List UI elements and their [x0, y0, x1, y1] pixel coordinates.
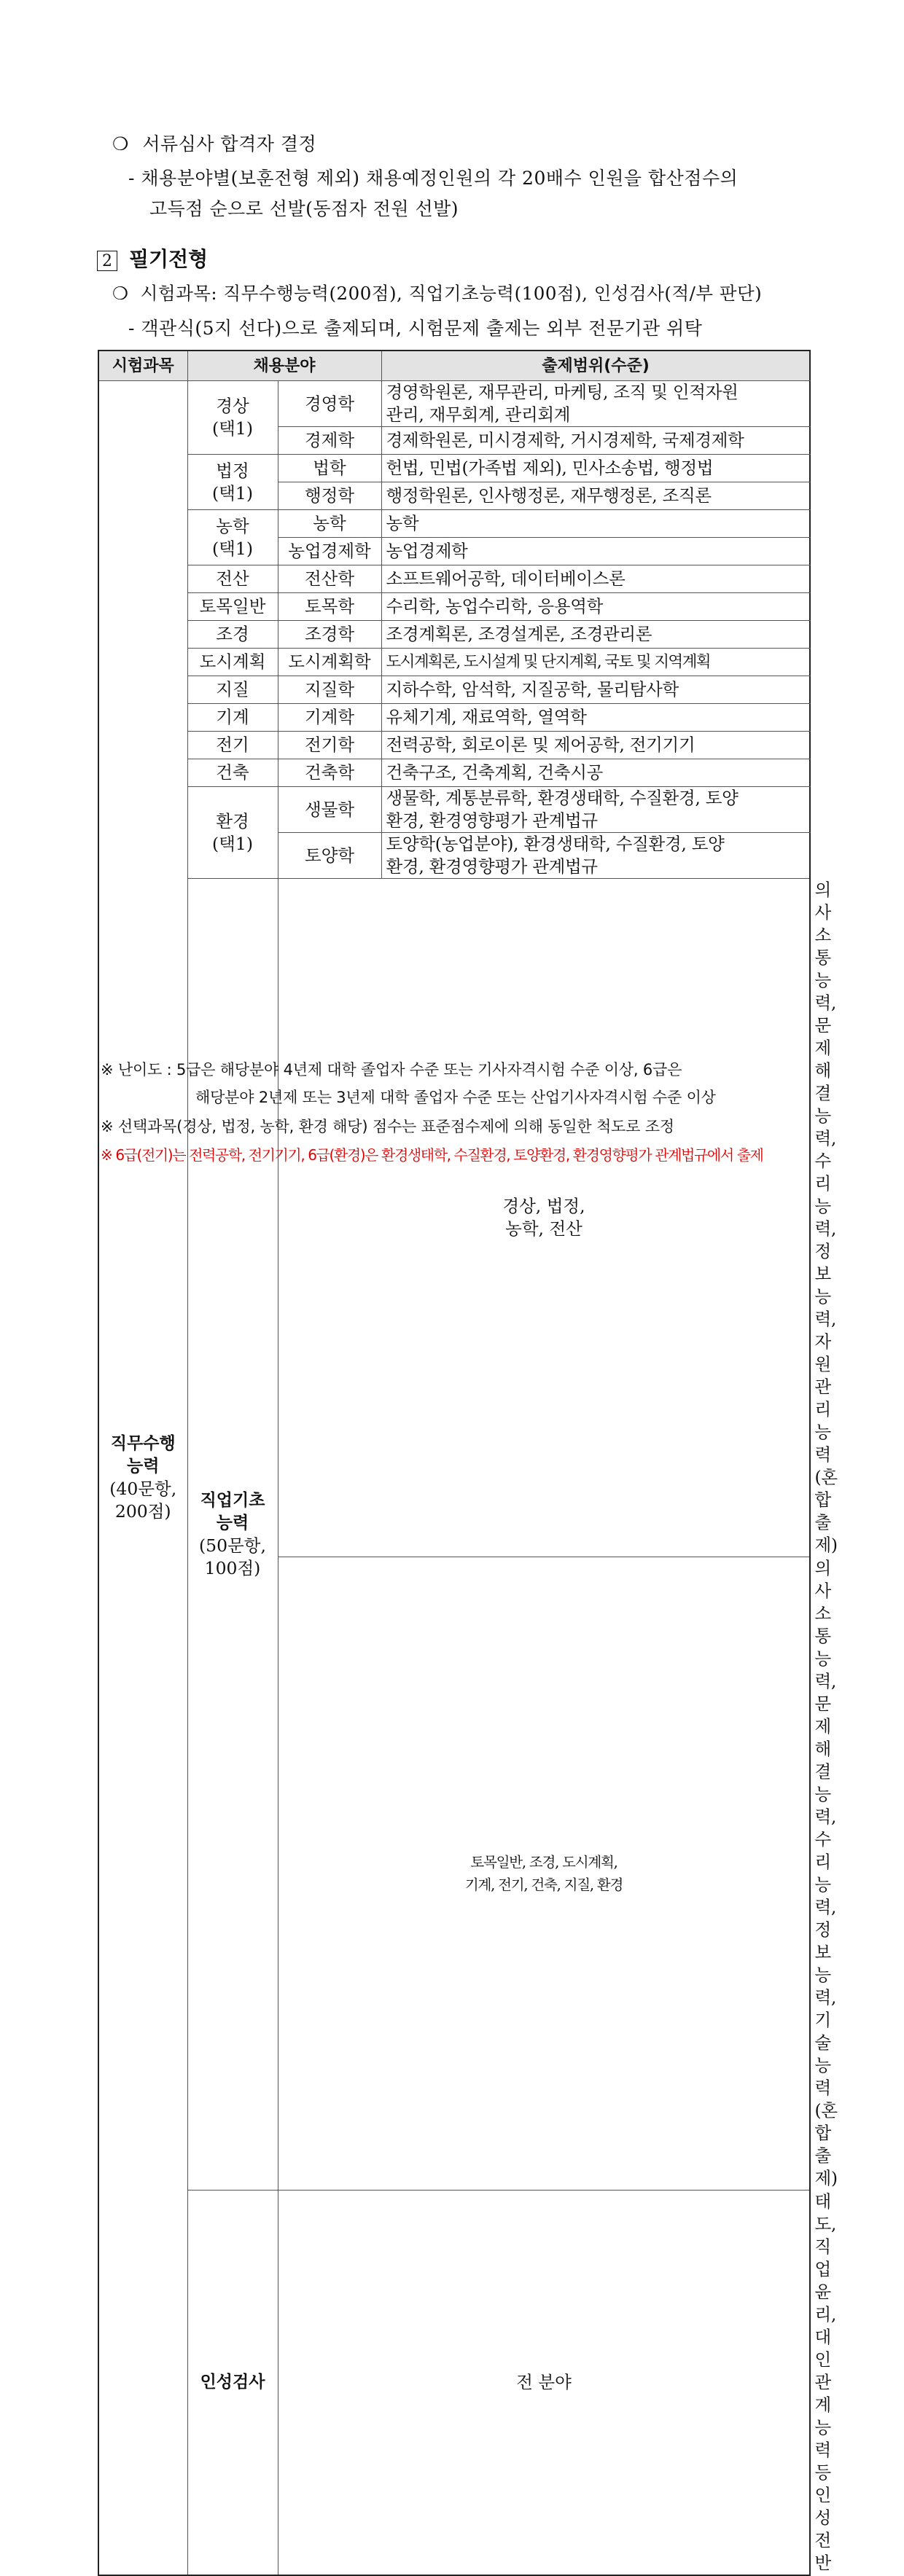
- table-row: [98, 565, 810, 593]
- table-row: [98, 621, 810, 649]
- bullet-circle-icon: ❍: [112, 283, 129, 304]
- subject-cell: 전산학: [278, 565, 381, 593]
- table-row: [98, 510, 810, 538]
- bullet-circle-icon: ❍: [112, 133, 129, 154]
- field-cell: 전산: [187, 565, 278, 593]
- field-cell: 전기: [187, 732, 278, 759]
- note-difficulty-line-2: 해당분야 2년제 또는 3년제 대학 졸업자 수준 또는 산업기사자격시험 수준 이상: [195, 1089, 716, 1106]
- basic-competency-label: 직업기초 능력 (50문항, 100점): [187, 879, 278, 2191]
- section-number-box: 2: [97, 251, 117, 271]
- subject-cell: 조경학: [278, 621, 381, 649]
- section-2-heading: [97, 243, 208, 273]
- exam-subjects-table: [98, 350, 838, 2576]
- scope-cell: 경제학원론, 미시경제학, 거시경제학, 국제경제학: [381, 427, 810, 455]
- scope-cell: 생물학, 계통분류학, 환경생태학, 수질환경, 토양 환경, 환경영향평가 관계법규: [381, 787, 810, 833]
- table-row: [98, 381, 810, 427]
- field-cell: 기계: [187, 704, 278, 732]
- scope-cell: 농학: [381, 510, 810, 538]
- table-row: 직업기초 능력 (50문항, 100점) 경상, 법정, 농학, 전산 의사소통능력, 문제해결능력, 수리능력, 정보 능력, 자원관리능력(혼합출제): [98, 879, 810, 1557]
- table-row: [98, 649, 810, 676]
- table-row: [98, 759, 810, 787]
- field-cell: 토목일반: [187, 593, 278, 621]
- table-row: 인성검사 전 분야 태도, 직업윤리, 대인관계능력 등 인성 전반: [98, 2191, 810, 2576]
- subject-cell: 도시계획학: [278, 649, 381, 676]
- table-row: 토목일반, 조경, 도시계획, 기계, 전기, 건축, 지질, 환경 의사소통능력, 문제해결능력, 수리능력, 정보 능력, 기술능력(혼합출제): [98, 1557, 810, 2191]
- table-row: [98, 704, 810, 732]
- section-title: 필기전형: [129, 247, 209, 271]
- scope-cell: 건축구조, 건축계획, 건축시공: [381, 759, 810, 787]
- subjects-text: 시험과목: 직무수행능력(200점), 직업기초능력(100점), 인성검사(적/부 판단): [140, 283, 763, 304]
- scope-cell: 조경계획론, 조경설계론, 조경관리론: [381, 621, 810, 649]
- table-row: [98, 676, 810, 704]
- subject-cell: 농학: [278, 510, 381, 538]
- table-row: [98, 787, 810, 833]
- personality-label: 인성검사: [187, 2191, 278, 2576]
- note-difficulty-line-1: ※ 난이도 : 5급은 해당분야 4년제 대학 졸업자 수준 또는 기사자격시험 수준 이상, 6급은: [101, 1061, 682, 1078]
- field-cell: 전 분야: [278, 2191, 810, 2576]
- intro-dash-line-2: 고득점 순으로 선발(동점자 전원 선발): [149, 198, 459, 219]
- scope-cell: 전력공학, 회로이론 및 제어공학, 전기기기: [381, 732, 810, 759]
- scope-cell: 유체기계, 재료역학, 열역학: [381, 704, 810, 732]
- field-cell: 농학 (택1): [187, 510, 278, 565]
- header-field: 채용분야: [187, 351, 381, 381]
- subject-cell: 농업경제학: [278, 538, 381, 565]
- header-scope: 출제범위(수준): [381, 351, 810, 381]
- scope-cell: 경영학원론, 재무관리, 마케팅, 조직 및 인적자원 관리, 재무회계, 관리회계: [381, 381, 810, 427]
- scope-cell: 지하수학, 암석학, 지질공학, 물리탐사학: [381, 676, 810, 704]
- field-cell: 조경: [187, 621, 278, 649]
- scope-cell: 농업경제학: [381, 538, 810, 565]
- field-cell: 건축: [187, 759, 278, 787]
- field-cell: 지질: [187, 676, 278, 704]
- subject-cell: 토목학: [278, 593, 381, 621]
- header-subject: 시험과목: [98, 351, 187, 381]
- field-cell: 도시계획: [187, 649, 278, 676]
- field-cell: 법정 (택1): [187, 455, 278, 510]
- scope-cell: 수리학, 농업수리학, 응용역학: [381, 593, 810, 621]
- field-cell: 환경 (택1): [187, 787, 278, 879]
- table-row: [98, 455, 810, 482]
- note-standard-score: ※ 선택과목(경상, 법정, 농학, 환경 해당) 점수는 표준점수제에 의해 동일한 척도로 조정: [101, 1118, 674, 1135]
- subject-cell: 전기학: [278, 732, 381, 759]
- scope-cell: 도시계획론, 도시설계 및 단지계획, 국토 및 지역계획: [381, 649, 810, 676]
- subject-cell: 경제학: [278, 427, 381, 455]
- table-header-row: [98, 351, 810, 381]
- subject-cell: 행정학: [278, 482, 381, 510]
- field-cell: 경상, 법정, 농학, 전산: [278, 879, 810, 1557]
- intro-dash-line-1: - 채용분야별(보훈전형 제외) 채용예정인원의 각 20배수 인원을 합산점수의: [128, 168, 739, 189]
- table-row: [98, 732, 810, 759]
- scope-cell: 헌법, 민법(가족법 제외), 민사소송법, 행정법: [381, 455, 810, 482]
- job-competency-label: 직무수행 능력 (40문항, 200점): [98, 381, 187, 2576]
- scope-cell: 소프트웨어공학, 데이터베이스론: [381, 565, 810, 593]
- subject-cell: 기계학: [278, 704, 381, 732]
- intro-heading: 서류심사 합격자 결정: [142, 133, 317, 154]
- subject-cell: 지질학: [278, 676, 381, 704]
- scope-cell: 토양학(농업분야), 환경생태학, 수질환경, 토양 환경, 환경영향평가 관계법규: [381, 833, 810, 879]
- field-cell: 경상 (택1): [187, 381, 278, 455]
- subjects-line: [112, 280, 762, 305]
- format-line: - 객관식(5지 선다)으로 출제되며, 시험문제 출제는 외부 전문기관 위탁: [128, 318, 703, 339]
- table-row: [98, 593, 810, 621]
- subject-cell: 법학: [278, 455, 381, 482]
- subject-cell: 건축학: [278, 759, 381, 787]
- subject-cell: 경영학: [278, 381, 381, 427]
- note-grade6-scope: ※ 6급(전기)는 전력공학, 전기기기, 6급(환경)은 환경생태학, 수질환경, 토양환경, 환경영향평가 관계법규에서 출제: [101, 1146, 763, 1164]
- intro-heading-line: [112, 130, 316, 156]
- field-cell: 토목일반, 조경, 도시계획, 기계, 전기, 건축, 지질, 환경: [278, 1557, 810, 2191]
- scope-cell: 행정학원론, 인사행정론, 재무행정론, 조직론: [381, 482, 810, 510]
- subject-cell: 토양학: [278, 833, 381, 879]
- subject-cell: 생물학: [278, 787, 381, 833]
